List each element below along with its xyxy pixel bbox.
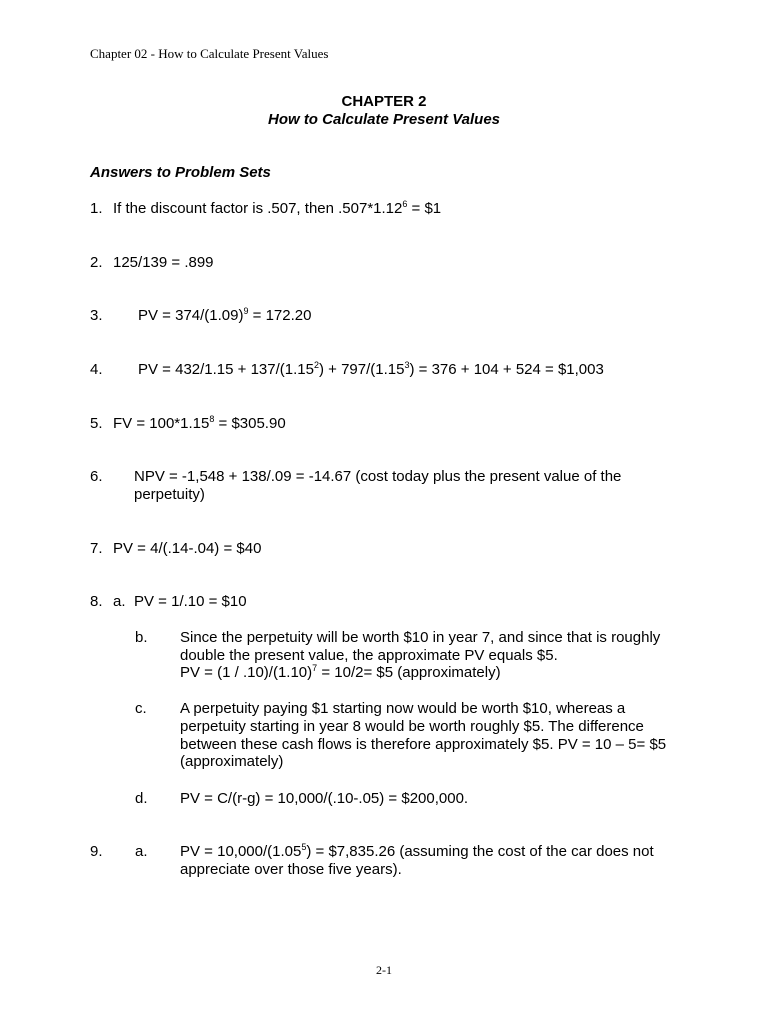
answer-8d-text: PV = C/(r-g) = 10,000/(.10-.05) = $200,000. [180,790,469,807]
answer-8c-line-3: between these cash flows is therefore approximately $5. PV = 10 – 5= $5 [180,736,667,753]
answer-2-text: 125/139 = .899 [113,254,214,271]
answer-9a-line-1: PV = $10,000/(1.05^5)$ = $7,835.26 (assuming the cost of the car does not [180,842,654,860]
answer-4-number: 4. [90,361,103,378]
answer-8-number: 8. [90,593,103,610]
answer-8c-line-4: (approximately) [180,753,284,770]
answer-7-text: PV = 4/(.14-.04) = $40 [113,540,262,557]
answer-6-number: 6. [90,468,103,485]
answer-6-line-2: perpetuity) [134,486,205,503]
running-header: Chapter 02 - How to Calculate Present Values [90,46,329,61]
page-number: 2-1 [376,963,392,977]
answer-5-number: 5. [90,415,103,432]
answer-8c-line-1: A perpetuity paying $1 starting now would be worth $10, whereas a [180,700,626,717]
answer-3-text: PV = $374/(1.09)^9 = 172.20$ [138,306,312,324]
answer-6-line-1: NPV = -1,548 + 138/.09 = -14.67 (cost today plus the present value of the [134,468,622,485]
answer-5-text: FV = $100*1.15^8$ = $305.90 [113,414,286,432]
answer-8c-label: c. [135,700,147,717]
answer-7-number: 7. [90,540,103,557]
answer-8c-line-2: perpetuity starting in year 8 would be worth roughly $5. The difference [180,718,644,735]
answer-8b-line-1: Since the perpetuity will be worth $10 in year 7, and since that is roughly [180,629,661,646]
answer-8b-label: b. [135,629,148,646]
section-heading: Answers to Problem Sets [90,164,271,181]
answer-9a-line-2: appreciate over those five years). [180,861,402,878]
answer-8a-label: a. [113,593,126,610]
answer-8b-line-3: PV = $(1 / .10)/(1.10)^7 = 10/2=$ $5 (approximately) [180,663,501,681]
answer-3-number: 3. [90,307,103,324]
answer-2-number: 2. [90,254,103,271]
answer-9-number: 9. [90,843,103,860]
answer-8a-text: PV = 1/.10 = $10 [134,593,247,610]
answer-8d-label: d. [135,790,148,807]
answer-8b-line-2: double the present value, the approximate PV equals $5. [180,647,558,664]
answer-1-number: 1. [90,200,103,217]
chapter-subtitle: How to Calculate Present Values [267,111,501,128]
answer-1-text: If the discount factor is .507, then $.507*1.12^6$ = $1 [113,199,442,217]
chapter-title: CHAPTER 2 [341,93,427,110]
answer-4-text: PV = $432/1.15 + 137/(1.15^2) + 797/(1.15^3) = 376 + 104 + 524$ = $1,003 [138,360,604,378]
answer-9a-label: a. [135,843,148,860]
